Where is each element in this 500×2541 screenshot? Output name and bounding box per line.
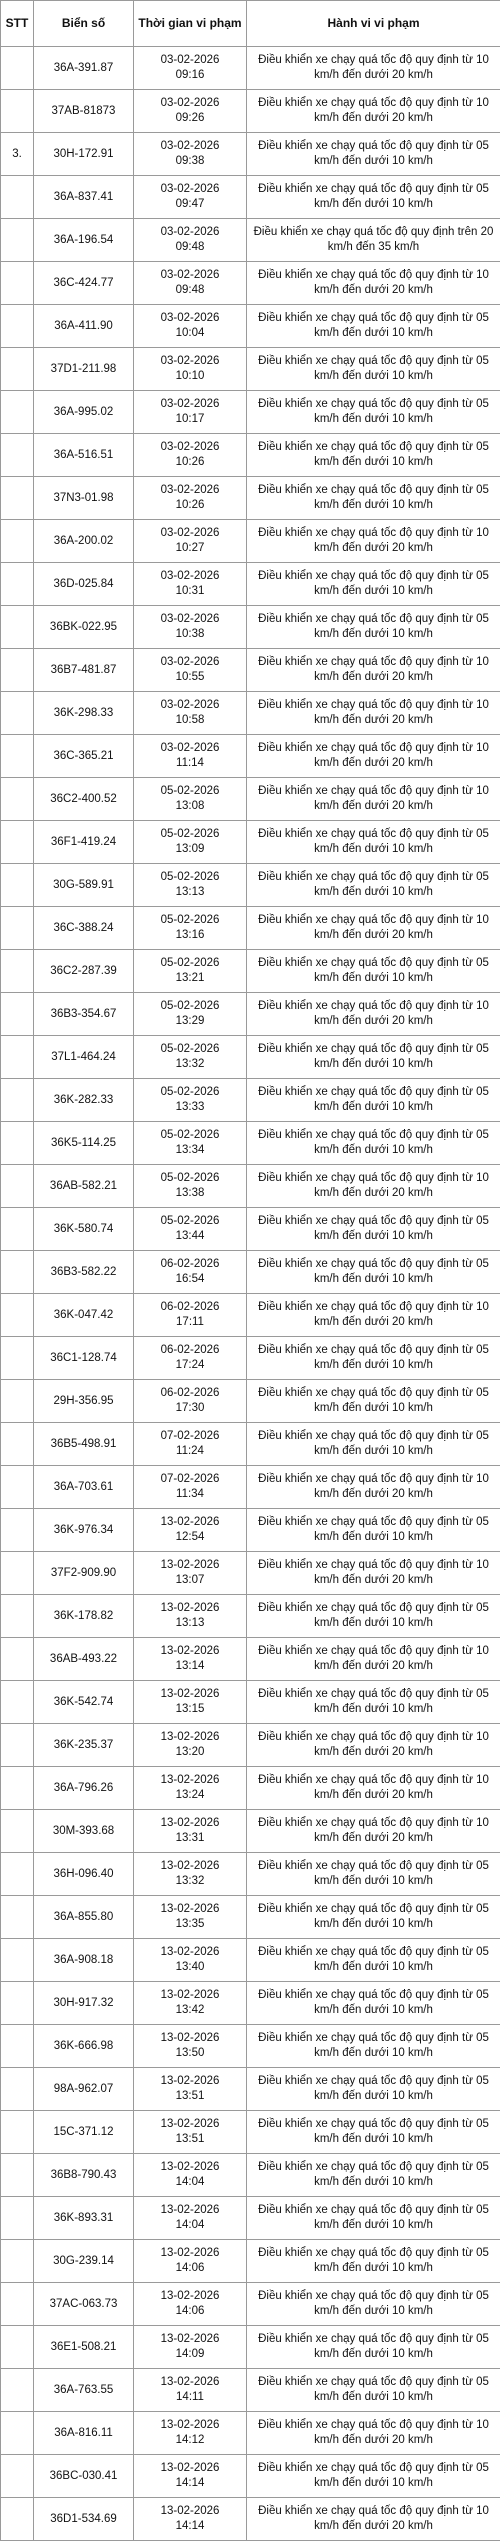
row-plate: 30M-393.68 [34, 1810, 134, 1853]
row-plate: 37D1-211.98 [34, 348, 134, 391]
table-row [1, 907, 500, 950]
row-plate: 36AB-493.22 [34, 1638, 134, 1681]
row-violation: Điều khiển xe chạy quá tốc độ quy định từ 05 km/h đến dưới 10 km/h [247, 348, 500, 391]
row-stt [1, 1036, 34, 1079]
row-stt [1, 90, 34, 133]
row-plate: 36K-047.42 [34, 1294, 134, 1337]
row-stt [1, 262, 34, 305]
table-row [1, 2111, 500, 2154]
row-violation: Điều khiển xe chạy quá tốc độ quy định từ 05 km/h đến dưới 10 km/h [247, 1896, 500, 1939]
table-row [1, 477, 500, 520]
row-stt [1, 778, 34, 821]
table-row [1, 90, 500, 133]
row-time: 06-02-2026 17:24 [134, 1337, 247, 1380]
row-stt [1, 864, 34, 907]
row-violation: Điều khiển xe chạy quá tốc độ quy định từ 05 km/h đến dưới 10 km/h [247, 1853, 500, 1896]
table-row [1, 391, 500, 434]
row-plate: 36A-200.02 [34, 520, 134, 563]
row-violation: Điều khiển xe chạy quá tốc độ quy định từ 05 km/h đến dưới 10 km/h [247, 563, 500, 606]
row-plate: 36A-796.26 [34, 1767, 134, 1810]
row-violation: Điều khiển xe chạy quá tốc độ quy định từ 05 km/h đến dưới 10 km/h [247, 606, 500, 649]
row-stt [1, 1165, 34, 1208]
row-plate: 36K-235.37 [34, 1724, 134, 1767]
row-stt [1, 735, 34, 778]
row-stt [1, 563, 34, 606]
table-row [1, 2283, 500, 2326]
row-violation: Điều khiển xe chạy quá tốc độ quy định từ 05 km/h đến dưới 10 km/h [247, 2369, 500, 2412]
row-violation: Điều khiển xe chạy quá tốc độ quy định từ 05 km/h đến dưới 10 km/h [247, 1423, 500, 1466]
row-stt [1, 1939, 34, 1982]
row-violation: Điều khiển xe chạy quá tốc độ quy định từ 05 km/h đến dưới 10 km/h [247, 2283, 500, 2326]
row-violation: Điều khiển xe chạy quá tốc độ quy định từ 05 km/h đến dưới 10 km/h [247, 1036, 500, 1079]
row-time: 03-02-2026 09:48 [134, 262, 247, 305]
row-plate: 36A-516.51 [34, 434, 134, 477]
row-violation: Điều khiển xe chạy quá tốc độ quy định từ 05 km/h đến dưới 10 km/h [247, 950, 500, 993]
row-violation: Điều khiển xe chạy quá tốc độ quy định từ 05 km/h đến dưới 10 km/h [247, 1595, 500, 1638]
row-plate: 36A-703.61 [34, 1466, 134, 1509]
row-time: 13-02-2026 13:07 [134, 1552, 247, 1595]
row-time: 03-02-2026 09:16 [134, 47, 247, 90]
row-stt [1, 821, 34, 864]
row-time: 03-02-2026 10:26 [134, 477, 247, 520]
row-violation: Điều khiển xe chạy quá tốc độ quy định từ 05 km/h đến dưới 10 km/h [247, 305, 500, 348]
table-row [1, 950, 500, 993]
row-time: 13-02-2026 14:04 [134, 2197, 247, 2240]
row-time: 07-02-2026 11:34 [134, 1466, 247, 1509]
row-stt [1, 1337, 34, 1380]
row-stt [1, 2025, 34, 2068]
row-plate: 15C-371.12 [34, 2111, 134, 2154]
row-plate: 36H-096.40 [34, 1853, 134, 1896]
table-row [1, 1122, 500, 1165]
row-plate: 30G-589.91 [34, 864, 134, 907]
row-stt [1, 950, 34, 993]
row-plate: 36A-855.80 [34, 1896, 134, 1939]
row-time: 13-02-2026 12:54 [134, 1509, 247, 1552]
table-row [1, 1595, 500, 1638]
table-row [1, 563, 500, 606]
row-time: 06-02-2026 16:54 [134, 1251, 247, 1294]
table-row [1, 778, 500, 821]
row-stt [1, 1466, 34, 1509]
row-stt [1, 1681, 34, 1724]
row-violation: Điều khiển xe chạy quá tốc độ quy định từ 10 km/h đến dưới 20 km/h [247, 735, 500, 778]
table-row [1, 1337, 500, 1380]
table-row [1, 2068, 500, 2111]
table-row [1, 1939, 500, 1982]
row-time: 03-02-2026 10:10 [134, 348, 247, 391]
table-row [1, 1896, 500, 1939]
row-stt [1, 2283, 34, 2326]
row-stt [1, 1251, 34, 1294]
table-row [1, 2412, 500, 2455]
row-time: 06-02-2026 17:30 [134, 1380, 247, 1423]
row-stt [1, 2326, 34, 2369]
table-row [1, 305, 500, 348]
row-stt [1, 1552, 34, 1595]
row-stt [1, 993, 34, 1036]
row-stt [1, 1638, 34, 1681]
row-time: 05-02-2026 13:44 [134, 1208, 247, 1251]
row-plate: 36A-816.11 [34, 2412, 134, 2455]
row-time: 13-02-2026 13:35 [134, 1896, 247, 1939]
row-plate: 37N3-01.98 [34, 477, 134, 520]
header-stt: STT [1, 1, 34, 47]
row-plate: 37F2-909.90 [34, 1552, 134, 1595]
row-violation: Điều khiển xe chạy quá tốc độ quy định từ 05 km/h đến dưới 10 km/h [247, 2326, 500, 2369]
row-violation: Điều khiển xe chạy quá tốc độ quy định từ 10 km/h đến dưới 20 km/h [247, 1466, 500, 1509]
row-violation: Điều khiển xe chạy quá tốc độ quy định từ 05 km/h đến dưới 10 km/h [247, 1509, 500, 1552]
row-violation: Điều khiển xe chạy quá tốc độ quy định từ 05 km/h đến dưới 10 km/h [247, 133, 500, 176]
row-plate: 29H-356.95 [34, 1380, 134, 1423]
row-time: 03-02-2026 10:26 [134, 434, 247, 477]
row-time: 13-02-2026 13:40 [134, 1939, 247, 1982]
row-violation: Điều khiển xe chạy quá tốc độ quy định từ 05 km/h đến dưới 10 km/h [247, 1982, 500, 2025]
row-time: 13-02-2026 14:06 [134, 2240, 247, 2283]
row-time: 07-02-2026 11:24 [134, 1423, 247, 1466]
row-violation: Điều khiển xe chạy quá tốc độ quy định từ 10 km/h đến dưới 20 km/h [247, 1552, 500, 1595]
row-plate: 36D-025.84 [34, 563, 134, 606]
row-violation: Điều khiển xe chạy quá tốc độ quy định từ 05 km/h đến dưới 10 km/h [247, 176, 500, 219]
row-time: 13-02-2026 13:32 [134, 1853, 247, 1896]
row-time: 05-02-2026 13:08 [134, 778, 247, 821]
table-row [1, 1036, 500, 1079]
table-row [1, 1810, 500, 1853]
row-plate: 36K-282.33 [34, 1079, 134, 1122]
row-stt [1, 692, 34, 735]
row-violation: Điều khiển xe chạy quá tốc độ quy định từ 05 km/h đến dưới 10 km/h [247, 2068, 500, 2111]
row-violation: Điều khiển xe chạy quá tốc độ quy định từ 10 km/h đến dưới 20 km/h [247, 1767, 500, 1810]
row-time: 03-02-2026 09:26 [134, 90, 247, 133]
row-plate: 36B3-582.22 [34, 1251, 134, 1294]
row-violation: Điều khiển xe chạy quá tốc độ quy định từ 05 km/h đến dưới 10 km/h [247, 1122, 500, 1165]
row-violation: Điều khiển xe chạy quá tốc độ quy định từ 05 km/h đến dưới 10 km/h [247, 2154, 500, 2197]
row-plate: 36A-763.55 [34, 2369, 134, 2412]
row-violation: Điều khiển xe chạy quá tốc độ quy định từ 10 km/h đến dưới 20 km/h [247, 692, 500, 735]
row-time: 05-02-2026 13:32 [134, 1036, 247, 1079]
row-time: 05-02-2026 13:34 [134, 1122, 247, 1165]
row-violation: Điều khiển xe chạy quá tốc độ quy định từ 10 km/h đến dưới 20 km/h [247, 262, 500, 305]
row-stt [1, 2240, 34, 2283]
table-row [1, 2455, 500, 2498]
row-stt [1, 1294, 34, 1337]
row-time: 13-02-2026 13:13 [134, 1595, 247, 1638]
row-stt [1, 2412, 34, 2455]
table-row [1, 1767, 500, 1810]
row-plate: 36A-196.54 [34, 219, 134, 262]
row-stt [1, 606, 34, 649]
row-time: 05-02-2026 13:13 [134, 864, 247, 907]
row-plate: 37AC-063.73 [34, 2283, 134, 2326]
row-time: 13-02-2026 13:51 [134, 2068, 247, 2111]
row-stt [1, 520, 34, 563]
row-time: 13-02-2026 13:42 [134, 1982, 247, 2025]
row-stt [1, 1423, 34, 1466]
table-row [1, 133, 500, 176]
row-stt [1, 2369, 34, 2412]
row-violation: Điều khiển xe chạy quá tốc độ quy định từ 10 km/h đến dưới 20 km/h [247, 2498, 500, 2541]
row-time: 03-02-2026 10:17 [134, 391, 247, 434]
table-header-row [1, 1, 500, 47]
row-violation: Điều khiển xe chạy quá tốc độ quy định từ 10 km/h đến dưới 20 km/h [247, 993, 500, 1036]
row-violation: Điều khiển xe chạy quá tốc độ quy định từ 05 km/h đến dưới 10 km/h [247, 1681, 500, 1724]
row-violation: Điều khiển xe chạy quá tốc độ quy định từ 05 km/h đến dưới 10 km/h [247, 1939, 500, 1982]
header-time: Thời gian vi phạm [134, 1, 247, 47]
row-violation: Điều khiển xe chạy quá tốc độ quy định từ 10 km/h đến dưới 20 km/h [247, 47, 500, 90]
row-plate: 36C-365.21 [34, 735, 134, 778]
row-plate: 36A-411.90 [34, 305, 134, 348]
row-stt [1, 348, 34, 391]
row-violation: Điều khiển xe chạy quá tốc độ quy định từ 10 km/h đến dưới 20 km/h [247, 90, 500, 133]
row-stt [1, 2498, 34, 2541]
row-plate: 36K-580.74 [34, 1208, 134, 1251]
row-violation: Điều khiển xe chạy quá tốc độ quy định từ 05 km/h đến dưới 10 km/h [247, 864, 500, 907]
row-time: 13-02-2026 13:20 [134, 1724, 247, 1767]
row-time: 03-02-2026 10:58 [134, 692, 247, 735]
row-plate: 36E1-508.21 [34, 2326, 134, 2369]
row-time: 13-02-2026 14:09 [134, 2326, 247, 2369]
row-stt: 3. [1, 133, 34, 176]
row-plate: 36B7-481.87 [34, 649, 134, 692]
row-time: 03-02-2026 10:27 [134, 520, 247, 563]
row-time: 05-02-2026 13:38 [134, 1165, 247, 1208]
row-time: 03-02-2026 11:14 [134, 735, 247, 778]
row-plate: 30G-239.14 [34, 2240, 134, 2283]
table-row [1, 606, 500, 649]
table-row [1, 1552, 500, 1595]
row-violation: Điều khiển xe chạy quá tốc độ quy định trên 20 km/h đến 35 km/h [247, 219, 500, 262]
row-plate: 36K-976.34 [34, 1509, 134, 1552]
row-plate: 36AB-582.21 [34, 1165, 134, 1208]
row-plate: 36BK-022.95 [34, 606, 134, 649]
row-violation: Điều khiển xe chạy quá tốc độ quy định từ 05 km/h đến dưới 10 km/h [247, 1251, 500, 1294]
row-time: 06-02-2026 17:11 [134, 1294, 247, 1337]
row-violation: Điều khiển xe chạy quá tốc độ quy định từ 05 km/h đến dưới 10 km/h [247, 2455, 500, 2498]
row-stt [1, 2455, 34, 2498]
row-violation: Điều khiển xe chạy quá tốc độ quy định từ 05 km/h đến dưới 10 km/h [247, 1337, 500, 1380]
row-stt [1, 1079, 34, 1122]
row-plate: 36K-666.98 [34, 2025, 134, 2068]
row-plate: 30H-172.91 [34, 133, 134, 176]
row-plate: 36A-908.18 [34, 1939, 134, 1982]
row-plate: 30H-917.32 [34, 1982, 134, 2025]
row-violation: Điều khiển xe chạy quá tốc độ quy định từ 10 km/h đến dưới 20 km/h [247, 1638, 500, 1681]
table-row [1, 262, 500, 305]
row-time: 03-02-2026 10:31 [134, 563, 247, 606]
row-stt [1, 1767, 34, 1810]
row-plate: 36A-837.41 [34, 176, 134, 219]
row-plate: 36D1-534.69 [34, 2498, 134, 2541]
row-violation: Điều khiển xe chạy quá tốc độ quy định từ 05 km/h đến dưới 10 km/h [247, 1079, 500, 1122]
table-row [1, 348, 500, 391]
table-row [1, 1208, 500, 1251]
row-time: 03-02-2026 09:47 [134, 176, 247, 219]
row-plate: 36BC-030.41 [34, 2455, 134, 2498]
row-plate: 36B5-498.91 [34, 1423, 134, 1466]
row-plate: 37L1-464.24 [34, 1036, 134, 1079]
table-row [1, 1251, 500, 1294]
row-violation: Điều khiển xe chạy quá tốc độ quy định từ 05 km/h đến dưới 10 km/h [247, 1208, 500, 1251]
row-stt [1, 477, 34, 520]
row-time: 05-02-2026 13:21 [134, 950, 247, 993]
table-row [1, 1724, 500, 1767]
table-row [1, 2240, 500, 2283]
row-time: 05-02-2026 13:16 [134, 907, 247, 950]
table-row [1, 2154, 500, 2197]
row-time: 13-02-2026 13:31 [134, 1810, 247, 1853]
row-time: 13-02-2026 13:50 [134, 2025, 247, 2068]
row-time: 13-02-2026 14:12 [134, 2412, 247, 2455]
row-stt [1, 1982, 34, 2025]
table-row [1, 520, 500, 563]
row-plate: 36A-995.02 [34, 391, 134, 434]
row-violation: Điều khiển xe chạy quá tốc độ quy định từ 10 km/h đến dưới 20 km/h [247, 1810, 500, 1853]
row-time: 03-02-2026 09:48 [134, 219, 247, 262]
row-stt [1, 2197, 34, 2240]
row-plate: 36K-893.31 [34, 2197, 134, 2240]
table-row [1, 1380, 500, 1423]
row-time: 13-02-2026 13:51 [134, 2111, 247, 2154]
table-row [1, 1165, 500, 1208]
table-row [1, 2326, 500, 2369]
row-plate: 36K-298.33 [34, 692, 134, 735]
row-time: 03-02-2026 10:04 [134, 305, 247, 348]
row-violation: Điều khiển xe chạy quá tốc độ quy định từ 10 km/h đến dưới 20 km/h [247, 520, 500, 563]
row-violation: Điều khiển xe chạy quá tốc độ quy định từ 10 km/h đến dưới 20 km/h [247, 1724, 500, 1767]
row-stt [1, 649, 34, 692]
row-plate: 36F1-419.24 [34, 821, 134, 864]
row-stt [1, 1380, 34, 1423]
row-stt [1, 2111, 34, 2154]
row-stt [1, 1810, 34, 1853]
row-stt [1, 2068, 34, 2111]
row-time: 03-02-2026 10:55 [134, 649, 247, 692]
table-row [1, 1423, 500, 1466]
row-plate: 36K5-114.25 [34, 1122, 134, 1165]
row-time: 13-02-2026 13:14 [134, 1638, 247, 1681]
row-violation: Điều khiển xe chạy quá tốc độ quy định từ 05 km/h đến dưới 10 km/h [247, 1380, 500, 1423]
row-stt [1, 434, 34, 477]
row-stt [1, 1208, 34, 1251]
row-stt [1, 219, 34, 262]
row-violation: Điều khiển xe chạy quá tốc độ quy định từ 05 km/h đến dưới 10 km/h [247, 2240, 500, 2283]
row-violation: Điều khiển xe chạy quá tốc độ quy định từ 05 km/h đến dưới 10 km/h [247, 477, 500, 520]
header-violation: Hành vi vi phạm [247, 1, 500, 47]
table-row [1, 1079, 500, 1122]
row-violation: Điều khiển xe chạy quá tốc độ quy định từ 10 km/h đến dưới 20 km/h [247, 2412, 500, 2455]
header-plate: Biển số [34, 1, 134, 47]
row-stt [1, 1853, 34, 1896]
row-plate: 36K-178.82 [34, 1595, 134, 1638]
row-time: 13-02-2026 14:14 [134, 2455, 247, 2498]
row-time: 05-02-2026 13:09 [134, 821, 247, 864]
row-time: 13-02-2026 13:24 [134, 1767, 247, 1810]
row-time: 05-02-2026 13:33 [134, 1079, 247, 1122]
row-plate: 36A-391.87 [34, 47, 134, 90]
row-violation: Điều khiển xe chạy quá tốc độ quy định từ 10 km/h đến dưới 20 km/h [247, 907, 500, 950]
row-stt [1, 2154, 34, 2197]
table-row [1, 993, 500, 1036]
row-time: 13-02-2026 14:06 [134, 2283, 247, 2326]
row-violation: Điều khiển xe chạy quá tốc độ quy định từ 10 km/h đến dưới 20 km/h [247, 1165, 500, 1208]
row-stt [1, 1122, 34, 1165]
row-plate: 36C2-287.39 [34, 950, 134, 993]
row-plate: 36K-542.74 [34, 1681, 134, 1724]
table-row [1, 1638, 500, 1681]
table-row [1, 1982, 500, 2025]
row-time: 13-02-2026 13:15 [134, 1681, 247, 1724]
row-violation: Điều khiển xe chạy quá tốc độ quy định từ 05 km/h đến dưới 10 km/h [247, 391, 500, 434]
table-row [1, 2369, 500, 2412]
row-stt [1, 1509, 34, 1552]
row-plate: 36B8-790.43 [34, 2154, 134, 2197]
row-violation: Điều khiển xe chạy quá tốc độ quy định từ 05 km/h đến dưới 10 km/h [247, 2111, 500, 2154]
row-stt [1, 1724, 34, 1767]
row-plate: 36C-424.77 [34, 262, 134, 305]
table-row [1, 1466, 500, 1509]
row-plate: 36B3-354.67 [34, 993, 134, 1036]
row-stt [1, 391, 34, 434]
row-stt [1, 907, 34, 950]
row-time: 13-02-2026 14:11 [134, 2369, 247, 2412]
table-row [1, 2197, 500, 2240]
row-time: 13-02-2026 14:04 [134, 2154, 247, 2197]
row-plate: 36C1-128.74 [34, 1337, 134, 1380]
table-row [1, 1681, 500, 1724]
table-row [1, 1853, 500, 1896]
row-time: 03-02-2026 09:38 [134, 133, 247, 176]
table-row [1, 2498, 500, 2541]
table-row [1, 1294, 500, 1337]
table-row [1, 864, 500, 907]
table-row [1, 735, 500, 778]
row-stt [1, 1896, 34, 1939]
row-time: 13-02-2026 14:14 [134, 2498, 247, 2541]
row-violation: Điều khiển xe chạy quá tốc độ quy định từ 05 km/h đến dưới 10 km/h [247, 2197, 500, 2240]
row-stt [1, 47, 34, 90]
table-row [1, 2025, 500, 2068]
row-plate: 37AB-81873 [34, 90, 134, 133]
table-row [1, 47, 500, 90]
table-row [1, 692, 500, 735]
table-row [1, 649, 500, 692]
row-stt [1, 305, 34, 348]
row-violation: Điều khiển xe chạy quá tốc độ quy định từ 05 km/h đến dưới 10 km/h [247, 821, 500, 864]
row-stt [1, 176, 34, 219]
table-row [1, 821, 500, 864]
table-row [1, 176, 500, 219]
table-row [1, 434, 500, 477]
row-stt [1, 1595, 34, 1638]
row-violation: Điều khiển xe chạy quá tốc độ quy định từ 10 km/h đến dưới 20 km/h [247, 778, 500, 821]
row-violation: Điều khiển xe chạy quá tốc độ quy định từ 10 km/h đến dưới 20 km/h [247, 649, 500, 692]
row-violation: Điều khiển xe chạy quá tốc độ quy định từ 05 km/h đến dưới 10 km/h [247, 434, 500, 477]
row-time: 05-02-2026 13:29 [134, 993, 247, 1036]
table-row [1, 219, 500, 262]
row-plate: 36C2-400.52 [34, 778, 134, 821]
row-plate: 98A-962.07 [34, 2068, 134, 2111]
row-violation: Điều khiển xe chạy quá tốc độ quy định từ 05 km/h đến dưới 10 km/h [247, 2025, 500, 2068]
table-row [1, 1509, 500, 1552]
table-body [1, 47, 500, 2541]
row-violation: Điều khiển xe chạy quá tốc độ quy định từ 10 km/h đến dưới 20 km/h [247, 1294, 500, 1337]
row-time: 03-02-2026 10:38 [134, 606, 247, 649]
row-plate: 36C-388.24 [34, 907, 134, 950]
